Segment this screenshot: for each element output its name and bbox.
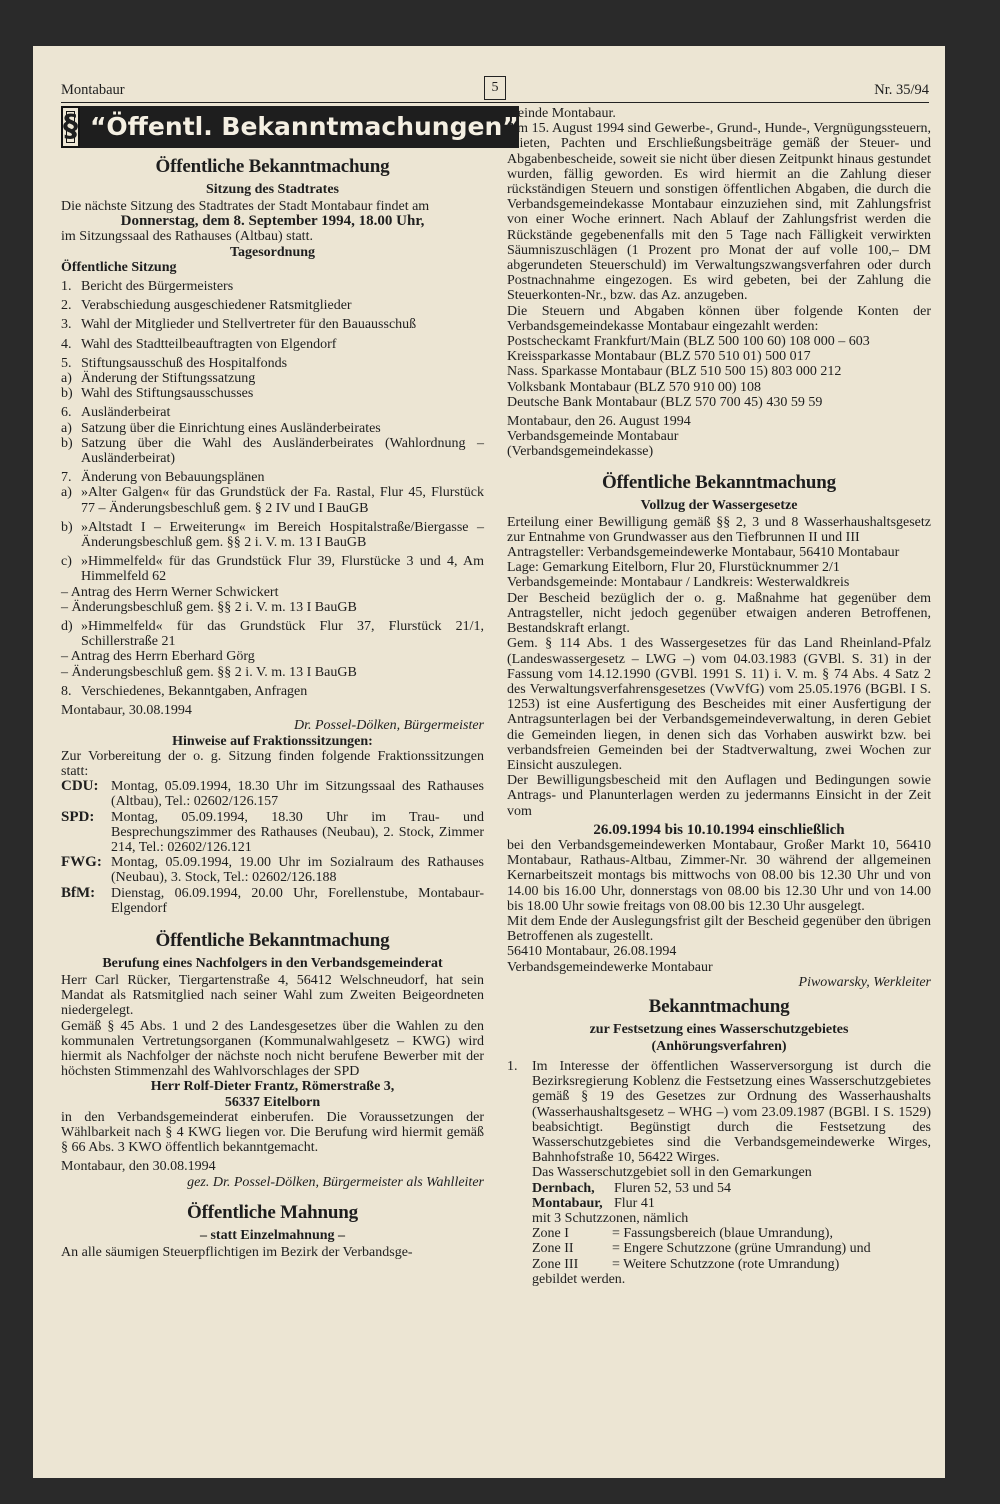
organization: (Verbandsgemeindekasse) xyxy=(507,444,654,460)
agenda-subitem: d) »Himmelfeld« für das Grundstück Flur 37, Flurstück 21/1, Schillerstraße 21 xyxy=(61,619,484,650)
agenda-note: – Änderungsbeschluß gem. §§ 2 i. V. m. 13 I BauGB xyxy=(61,599,357,615)
bank-account: Deutsche Bank Montabaur (BLZ 570 700 45) 430 59 59 xyxy=(507,394,823,410)
dateline: Montabaur, den 30.08.1994 xyxy=(61,1159,216,1175)
bank-account: Nass. Sparkasse Montabaur (BLZ 510 500 15) 803 000 212 xyxy=(507,364,842,380)
paragraph: in den Verbandsgemeinderat einberufen. Die Voraussetzungen der Wählbarkeit nach § 4 KWG liegen vor. Die Berufung wird hiermit gemäß § 66 Abs. 3 KWO öffentlich bekanntgemacht. xyxy=(61,1109,484,1156)
dateline: Montabaur, 30.08.1994 xyxy=(61,703,192,719)
agenda-heading: Tagesordnung xyxy=(229,244,316,260)
notice-heading: Öffentliche Bekanntmachung xyxy=(155,156,390,177)
paragraph: Die nächste Sitzung des Stadtrates der Stadt Montabaur findet am xyxy=(61,199,430,214)
agenda-subitem: b) Satzung über die Wahl des Ausländerbeirates (Wahlordnung – Ausländerbeirat) xyxy=(61,435,484,467)
paragraph-sign-icon: § xyxy=(61,106,80,148)
agenda-item: 1. Bericht des Bürgermeisters xyxy=(61,279,234,295)
agenda-item: 7. Änderung von Bebauungsplänen xyxy=(61,470,265,486)
paragraph: Das Wasserschutzgebiet soll in den Gemarkungen xyxy=(532,1165,812,1181)
paragraph: Gemäß § 45 Abs. 1 und 2 des Landesgesetzes über die Wahlen zu den kommunalen Vertretungsorganen (Kommunalwahlgesetz – KWG) wird hiermit als Nachfolger der nächste noch nicht berufene Bewerber mit der höchsten Stimmenzahl des Wahlvorschlages der SPD xyxy=(61,1018,484,1080)
agenda-subitem: c) »Himmelfeld« für das Grundstück Flur 39, Flurstücke 3 und 4, Am Himmelfeld 62 xyxy=(61,554,484,585)
paragraph: Im Interesse der öffentlichen Wasserversorgung ist durch die Bezirksregierung Koblenz die Festsetzung eines Wasserschutzgebietes gemäß § 19 des Gesetzes zur Ordnung des Wasserhaushalts (Wasserhaushaltsgesetz – WHG –) vom 23.09.1987 (BGBl. I S. 1529) beabsichtigt. Begünstigt durch die Festsetzung des Wasserschutzgebietes sind die Verbandsgemeindewerke Wirges, Bahnhofstraße 10, 56422 Wirges. xyxy=(532,1058,931,1166)
notice-subheading: Sitzung des Stadtrates xyxy=(205,182,339,197)
notice-heading: Öffentliche Bekanntmachung xyxy=(155,929,390,951)
notice-subheading: Hinweise auf Fraktionssitzungen: xyxy=(172,733,373,749)
dateline: 56410 Montabaur, 26.08.1994 xyxy=(507,944,677,960)
section-banner-title: “Öffentl. Bekanntmachungen” xyxy=(80,106,519,148)
paragraph: Erteilung einer Bewilligung gemäß §§ 2, 3 und 8 Wasserhaushaltsgesetz zur Entnahme von Grundwasser aus den Tiefbrunnen II und III xyxy=(507,514,931,545)
agenda-subitem: a) »Alter Galgen« für das Grundstück der Fa. Rastal, Flur 45, Flurstück 77 – Änderungsbeschluß gem. § 2 IV und I BauGB xyxy=(61,485,484,516)
paragraph: Lage: Gemarkung Eitelborn, Flur 20, Flurstücknummer 2/1 xyxy=(507,560,840,576)
display-period: 26.09.1994 bis 10.10.1994 einschließlich xyxy=(593,821,845,838)
paragraph: Zur Vorbereitung der o. g. Sitzung finden folgende Fraktionssitzungen statt: xyxy=(61,748,484,779)
paragraph: gebildet werden. xyxy=(532,1271,626,1287)
signature: Piwowarsky, Werkleiter xyxy=(798,974,931,990)
paragraph: mit 3 Schutzzonen, nämlich xyxy=(532,1211,689,1226)
party-meeting-spd: SPD: Montag, 05.09.1994, 18.30 Uhr im Trau- und Besprechungszimmer des Rathauses (Neubau), 2. Stock, Zimmer 214, Tel.: 02602/126.121 xyxy=(61,808,484,855)
paragraph: Der Bescheid bezüglich der o. g. Maßnahme hat gegenüber dem Antragsteller, nicht jedoch gegenüber etwaigen anderen Betroffenen, Bestandskraft erlangt. xyxy=(507,590,931,637)
party-meeting-fwg: FWG: Montag, 05.09.1994, 19.00 Uhr im Sozialraum des Rathauses (Neubau), 3. Stock, Tel.: 02602/126.188 xyxy=(61,854,484,886)
district-row: Montabaur, Flur 41 xyxy=(532,1195,655,1211)
notice-subheading: (Anhörungsverfahren) xyxy=(651,1038,787,1054)
paragraph: bei den Verbandsgemeindewerken Montabaur, Großer Markt 10, 56410 Montabaur, Rathaus-Altbau, Zimmer-Nr. 30 während der allgemeinen Kernarbeitszeit montags bis mittwochs von 08.00 bis 12.30 Uhr und von 14.00 bis 16.00 Uhr, donnerstags von 08.00 bis 12.30 Uhr und von 14.00 bis 18.00 Uhr sowie freitags von 08.00 bis 12.30 Uhr ausgelegt. xyxy=(507,837,931,914)
paragraph: meinde Montabaur. xyxy=(507,106,616,121)
organization: Verbandsgemeinde Montabaur xyxy=(507,429,679,445)
paragraph: Antragsteller: Verbandsgemeindewerke Montabaur, 56410 Montabaur xyxy=(507,545,900,561)
paragraph: Verbandsgemeinde: Montabaur / Landkreis: Westerwaldkreis xyxy=(507,575,850,591)
paragraph: im Sitzungssaal des Rathauses (Altbau) statt. xyxy=(61,229,313,245)
appointee-name: Herr Rolf-Dieter Frantz, Römerstraße 3, xyxy=(150,1079,395,1095)
organization: Verbandsgemeindewerke Montabaur xyxy=(507,959,713,975)
agenda-item: 8. Verschiedenes, Bekanntgaben, Anfragen xyxy=(61,683,308,699)
newspaper-page xyxy=(33,46,945,1478)
paragraph: Der Bewilligungsbescheid mit den Auflagen und Bedingungen sowie Antrags- und Planunterlagen werden zu jedermanns Einsicht in der Zeit vom xyxy=(507,773,931,819)
issue-number: Nr. 35/94 xyxy=(874,82,929,98)
paragraph: Die Steuern und Abgaben können über folgende Konten der Verbandsgemeindekasse Montabaur eingezahlt werden: xyxy=(507,303,931,334)
paragraph: Mit dem Ende der Auslegungsfrist gilt der Bescheid gegenüber den übrigen Betroffenen als zugestellt. xyxy=(507,913,931,945)
agenda-item: 2. Verabschiedung ausgeschiedener Ratsmitglieder xyxy=(61,298,352,314)
agenda-subitem: b) Wahl des Stiftungsausschusses xyxy=(61,386,254,402)
zone-row: Zone II = Engere Schutzzone (grüne Umrandung) und xyxy=(532,1241,871,1257)
signature: Dr. Possel-Dölken, Bürgermeister xyxy=(293,718,484,734)
header-rule xyxy=(61,102,929,103)
paragraph: An alle säumigen Steuerpflichtigen im Bezirk der Verbandsge- xyxy=(61,1244,413,1260)
left-column xyxy=(61,106,519,1260)
agenda-note: – Änderungsbeschluß gem. §§ 2 i. V. m. 13 I BauGB xyxy=(61,664,357,680)
notice-subheading: zur Festsetzung eines Wasserschutzgebietes xyxy=(589,1021,849,1037)
agenda-subitem: a) Satzung über die Einrichtung eines Ausländerbeirates xyxy=(61,420,381,436)
header-town: Montabaur xyxy=(61,82,125,98)
agenda-item: 3. Wahl der Mitglieder und Stellvertreter für den Bauausschuß xyxy=(61,317,417,333)
notice-heading: Öffentliche Bekanntmachung xyxy=(602,471,836,493)
notice-subheading: – statt Einzelmahnung – xyxy=(199,1227,346,1243)
agenda-subitem: a) Änderung der Stiftungssatzung xyxy=(61,371,256,387)
agenda-note: – Antrag des Herrn Eberhard Görg xyxy=(61,649,255,665)
notice-subheading: Berufung eines Nachfolgers in den Verbandsgemeinderat xyxy=(102,955,443,971)
paragraph: Herr Carl Rücker, Tiergartenstraße 4, 56412 Welschneudorf, hat sein Mandat als Ratsmitglied nach seiner Wahl zum Zweiten Beigeordneten niedergelegt. xyxy=(61,972,484,1019)
bank-account: Postscheckamt Frankfurt/Main (BLZ 500 100 60) 108 000 – 603 xyxy=(507,334,870,350)
meeting-date: Donnerstag, dem 8. September 1994, 18.00 Uhr, xyxy=(120,213,425,230)
paragraph: Am 15. August 1994 sind Gewerbe-, Grund-, Hunde-, Vergnügungssteuern, Mieten, Pachten und Erschließungsbeiträge gemäß der Steuer- und Abgabenbescheide, soweit sie nicht über diesen Zeitpunkt hinaus gestundet wurden, fällig geworden. Es wird hiermit an die Zahlung dieser rückständigen Steuern und sonstigen öffentlichen Abgaben, die durch die Verbandsgemeindekasse Montabaur einzuziehen sind, mit Zahlungsfrist von einer Woche erinnert. Nach Ablauf der Zahlungsfrist werden die Rückstände gegebenenfalls mit den 5 Tage nach Fälligkeit verwirkten Säumniszuschlägen (1 Prozent pro Monat der auf volle 100,– DM abgerundeten Steuerschuld) im Verwaltungszwangsverfahren oder durch Postnachnahme eingezogen. Es wird gebeten, bei der Zahlung die Steuerkonten-Nr., bzw. das Az. anzugeben. xyxy=(507,121,931,304)
bank-account: Kreissparkasse Montabaur (BLZ 570 510 01) 500 017 xyxy=(507,349,811,365)
notice-heading: Bekanntmachung xyxy=(648,995,790,1017)
party-meeting-cdu: CDU: Montag, 05.09.1994, 18.30 Uhr im Sitzungssaal des Rathauses (Altbau), Tel.: 02602/126.157 xyxy=(61,778,484,810)
dateline: Montabaur, den 26. August 1994 xyxy=(507,414,691,430)
agenda-item: 4. Wahl des Stadtteilbeauftragten von Elgendorf xyxy=(61,336,337,352)
page-number: 5 xyxy=(484,76,506,100)
appointee-address: 56337 Eitelborn xyxy=(224,1094,321,1110)
paragraph: Gem. § 114 Abs. 1 des Wassergesetzes für das Land Rheinland-Pfalz (Landeswassergesetz – LWG –) vom 04.03.1983 (GVBl. S. 31) in der Fassung vom 14.12.1990 (GVBl. 1991 S. 11) i. V. m. § 74 Abs. 4 Satz 2 des Verwaltungsverfahrensgesetzes (VwVfG) vom 25.05.1976 (BGBl. I S. 1253) ist eine Ausfertigung des Bescheides mit einer Ausfertigung der Antragsunterlagen bei der Verbandsgemeindeverwaltung, in deren Gebiet die Gemeinden liegen, in denen sich das Vorhaben auswirkt bzw. bei verbandsfreien Gemeinden bei der Stadtverwaltung, zwei Wochen zur Einsicht auszulegen. xyxy=(507,636,931,773)
signature: gez. Dr. Possel-Dölken, Bürgermeister als Wahlleiter xyxy=(187,1174,484,1190)
numbered-paragraph: 1. Im Interesse der öffentlichen Wasserversorgung ist durch die Bezirksregierung Koblenz die Festsetzung eines Wasserschutzgebietes gemäß § 19 des Gesetzes zur Ordnung des Wasserhaushalts (Wasserhaushaltsgesetz – WHG –) vom 23.09.1987 (BGBl. I S. 1529) beabsichtigt. Begünstigt durch die Festsetzung des Wasserschutzgebietes sind die Verbandsgemeindewerke Wirges, Bahnhofstraße 10, 56422 Wirges. Das Wasserschutzgebiet soll in den Gemarkungen Dernbach, Fluren 52, 53 und 54 Montabaur, Flur 41 mit 3 Schutzzonen, nämlich Zone I = Fassungsbereich (blaue Umrandung), Zone II = Engere Schutzzone (grüne Umrandung) und Zone III = Weitere Schutzzone (rote Umrandung) gebildet werden. xyxy=(507,1058,931,1287)
district-row: Dernbach, Fluren 52, 53 und 54 xyxy=(532,1180,732,1196)
zone-row: Zone III = Weitere Schutzzone (rote Umrandung) xyxy=(532,1256,840,1272)
agenda-subitem: b) »Altstadt I – Erweiterung« im Bereich Hospitalstraße/Biergasse – Änderungsbeschluß gem. §§ 2 i. V. m. 13 I BauGB xyxy=(61,519,484,551)
agenda-item: 6. Ausländerbeirat xyxy=(61,405,171,421)
zone-row: Zone I = Fassungsbereich (blaue Umrandung), xyxy=(532,1226,833,1242)
agenda-note: – Antrag des Herrn Werner Schwickert xyxy=(61,584,279,600)
right-column xyxy=(507,106,931,1287)
public-session-label: Öffentliche Sitzung xyxy=(61,259,177,275)
party-meeting-bfm: BfM: Dienstag, 06.09.1994, 20.00 Uhr, Forellenstube, Montabaur-Elgendorf xyxy=(61,884,484,916)
bank-account: Volksbank Montabaur (BLZ 570 910 00) 108 xyxy=(507,379,762,395)
agenda-item: 5. Stiftungsausschuß des Hospitalfonds xyxy=(61,355,288,371)
notice-subheading: Vollzug der Wassergesetze xyxy=(640,497,798,513)
notice-heading: Öffentliche Mahnung xyxy=(187,1201,358,1223)
section-banner xyxy=(61,106,519,148)
